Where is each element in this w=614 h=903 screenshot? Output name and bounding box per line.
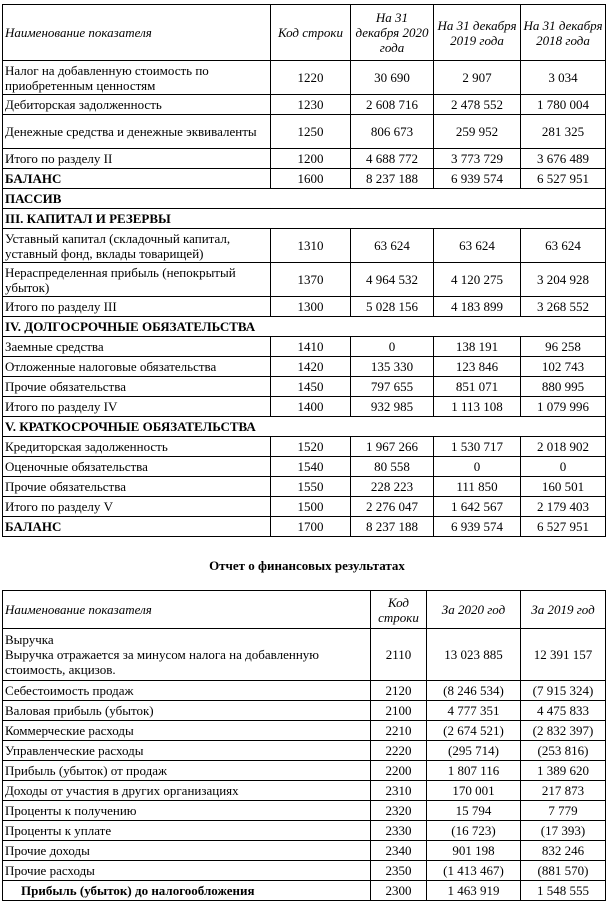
row-name: Прибыль (убыток) до налогообложения [3, 881, 371, 901]
row-value-2020: (2 674 521) [427, 721, 521, 741]
row-code: 2350 [371, 861, 427, 881]
header-code: Код строки [271, 5, 351, 61]
table-row [3, 477, 606, 497]
table-row [3, 297, 606, 317]
row-value-2020: 13 023 885 [427, 629, 521, 681]
table-row [3, 95, 606, 115]
row-name: Денежные средства и денежные эквиваленты [3, 115, 271, 149]
row-value-2019: 2 478 552 [434, 95, 521, 115]
results-title: Отчет о финансовых результатах [209, 558, 405, 573]
row-name: Отложенные налоговые обязательства [3, 357, 271, 377]
section-heading: III. КАПИТАЛ И РЕЗЕРВЫ [3, 209, 606, 229]
row-value-2019: (7 915 324) [521, 681, 606, 701]
table-row [3, 457, 606, 477]
section-row [3, 209, 606, 229]
header-name: Наименование показателя [3, 591, 371, 629]
row-value-2020: 4 777 351 [427, 701, 521, 721]
row-value-2020: (295 714) [427, 741, 521, 761]
row-value-2018: 0 [521, 457, 606, 477]
row-code: 1300 [271, 297, 351, 317]
row-value-2019: 3 773 729 [434, 149, 521, 169]
table-row [3, 821, 606, 841]
section-row [3, 189, 606, 209]
row-value-2019: 217 873 [521, 781, 606, 801]
row-code: 1600 [271, 169, 351, 189]
row-name: Коммерческие расходы [3, 721, 371, 741]
row-code: 1450 [271, 377, 351, 397]
row-name: Итого по разделу V [3, 497, 271, 517]
row-value-2020: 901 198 [427, 841, 521, 861]
row-name: Уставный капитал (складочный капитал, уставный фонд, вклады товарищей) [3, 229, 271, 263]
row-value-2019: (2 832 397) [521, 721, 606, 741]
row-value-2019: 6 939 574 [434, 517, 521, 537]
row-value-2018: 6 527 951 [521, 517, 606, 537]
row-value-2020: 135 330 [351, 357, 434, 377]
row-value-2018: 1 079 996 [521, 397, 606, 417]
row-code: 1520 [271, 437, 351, 457]
row-code: 1200 [271, 149, 351, 169]
row-name [3, 629, 371, 681]
table-row [3, 337, 606, 357]
table-row [3, 701, 606, 721]
row-value-2018: 2 018 902 [521, 437, 606, 457]
row-name: Нераспределенная прибыль (непокрытый убыток) [3, 263, 271, 297]
row-value-2020: (16 723) [427, 821, 521, 841]
row-name: Управленческие расходы [3, 741, 371, 761]
table-row [3, 741, 606, 761]
row-name: Проценты к получению [3, 801, 371, 821]
header-2020: За 2020 год [427, 591, 521, 629]
row-value-2019: 111 850 [434, 477, 521, 497]
table-row [3, 841, 606, 861]
table-row [3, 861, 606, 881]
row-value-2020: 228 223 [351, 477, 434, 497]
row-value-2018: 6 527 951 [521, 169, 606, 189]
row-code: 2310 [371, 781, 427, 801]
row-name: Налог на добавленную стоимость по приобретенным ценностям [3, 61, 271, 95]
row-value-2019: 832 246 [521, 841, 606, 861]
row-value-2019: 4 183 899 [434, 297, 521, 317]
row-code: 1400 [271, 397, 351, 417]
row-code: 1420 [271, 357, 351, 377]
row-value-2018: 880 995 [521, 377, 606, 397]
row-value-2019: 123 846 [434, 357, 521, 377]
row-code: 1220 [271, 61, 351, 95]
row-code: 2320 [371, 801, 427, 821]
row-value-2020: 80 558 [351, 457, 434, 477]
header-2020: На 31 декабря 2020 года [351, 5, 434, 61]
row-value-2019: 12 391 157 [521, 629, 606, 681]
row-name: Валовая прибыль (убыток) [3, 701, 371, 721]
row-name: Итого по разделу IV [3, 397, 271, 417]
row-value-2018: 160 501 [521, 477, 606, 497]
row-code: 2120 [371, 681, 427, 701]
row-name: Дебиторская задолженность [3, 95, 271, 115]
row-code: 1500 [271, 497, 351, 517]
row-name: БАЛАНС [3, 169, 271, 189]
table-header-row [3, 591, 606, 629]
row-value-2019: 1 530 717 [434, 437, 521, 457]
row-value-2020: 30 690 [351, 61, 434, 95]
row-name: Прочие обязательства [3, 377, 271, 397]
revenue-label: Выручка [5, 632, 54, 647]
row-value-2019: 6 939 574 [434, 169, 521, 189]
row-value-2019: 0 [434, 457, 521, 477]
table-row [3, 357, 606, 377]
row-value-2020: 5 028 156 [351, 297, 434, 317]
row-name: Кредиторская задолженность [3, 437, 271, 457]
row-code: 1230 [271, 95, 351, 115]
row-value-2019: 1 548 555 [521, 881, 606, 901]
row-value-2018: 3 204 928 [521, 263, 606, 297]
row-code: 1410 [271, 337, 351, 357]
row-name: Итого по разделу II [3, 149, 271, 169]
row-code: 1310 [271, 229, 351, 263]
row-name: Проценты к уплате [3, 821, 371, 841]
row-code: 2220 [371, 741, 427, 761]
row-value-2020: 4 964 532 [351, 263, 434, 297]
row-code: 2100 [371, 701, 427, 721]
row-value-2019: 851 071 [434, 377, 521, 397]
row-value-2020: 806 673 [351, 115, 434, 149]
row-value-2019: (17 393) [521, 821, 606, 841]
table-row [3, 437, 606, 457]
table-row [3, 497, 606, 517]
row-value-2019: (881 570) [521, 861, 606, 881]
table-row [3, 881, 606, 901]
section-heading: ПАССИВ [3, 189, 606, 209]
row-code: 2210 [371, 721, 427, 741]
table-row [3, 149, 606, 169]
table-row [3, 115, 606, 149]
row-value-2020: 4 688 772 [351, 149, 434, 169]
row-name: Оценочные обязательства [3, 457, 271, 477]
table-row [3, 681, 606, 701]
header-2018: На 31 декабря 2018 года [521, 5, 606, 61]
row-value-2020: 797 655 [351, 377, 434, 397]
table-header-row [3, 5, 606, 61]
row-code: 2200 [371, 761, 427, 781]
row-value-2020: 63 624 [351, 229, 434, 263]
row-value-2019: 1 389 620 [521, 761, 606, 781]
row-code: 1550 [271, 477, 351, 497]
row-value-2020: 8 237 188 [351, 517, 434, 537]
row-name: БАЛАНС [3, 517, 271, 537]
header-name: Наименование показателя [3, 5, 271, 61]
row-code: 1370 [271, 263, 351, 297]
row-name: Прочие доходы [3, 841, 371, 861]
row-value-2018: 102 743 [521, 357, 606, 377]
row-value-2018: 2 179 403 [521, 497, 606, 517]
balance-table [2, 4, 606, 537]
row-value-2018: 63 624 [521, 229, 606, 263]
table-row [3, 517, 606, 537]
row-value-2020: 170 001 [427, 781, 521, 801]
table-row [3, 397, 606, 417]
row-name: Прибыль (убыток) от продаж [3, 761, 371, 781]
row-name: Себестоимость продаж [3, 681, 371, 701]
row-code: 2340 [371, 841, 427, 861]
row-name: Прочие обязательства [3, 477, 271, 497]
section-heading: IV. ДОЛГОСРОЧНЫЕ ОБЯЗАТЕЛЬСТВА [3, 317, 606, 337]
row-value-2020: 932 985 [351, 397, 434, 417]
row-value-2020: 1 807 116 [427, 761, 521, 781]
row-code: 1700 [271, 517, 351, 537]
row-value-2020: 2 276 047 [351, 497, 434, 517]
row-code: 1540 [271, 457, 351, 477]
table-row [3, 721, 606, 741]
table-row [3, 229, 606, 263]
row-value-2019: 2 907 [434, 61, 521, 95]
row-value-2019: 63 624 [434, 229, 521, 263]
row-value-2019: 4 120 275 [434, 263, 521, 297]
row-value-2018: 3 268 552 [521, 297, 606, 317]
table-row [3, 377, 606, 397]
row-code: 2110 [371, 629, 427, 681]
table-row [3, 761, 606, 781]
row-value-2018: 96 258 [521, 337, 606, 357]
row-value-2019: 138 191 [434, 337, 521, 357]
row-value-2018: 1 780 004 [521, 95, 606, 115]
row-value-2018: 281 325 [521, 115, 606, 149]
row-value-2020: 15 794 [427, 801, 521, 821]
row-code: 2300 [371, 881, 427, 901]
row-name: Итого по разделу III [3, 297, 271, 317]
section-row [3, 317, 606, 337]
row-value-2020: 1 463 919 [427, 881, 521, 901]
row-value-2020: (8 246 534) [427, 681, 521, 701]
row-name: Прочие расходы [3, 861, 371, 881]
revenue-note: Выручка отражается за минусом налога на добавленную стоимость, акцизов. [5, 647, 320, 677]
row-name: Заемные средства [3, 337, 271, 357]
row-code: 2330 [371, 821, 427, 841]
table-row [3, 61, 606, 95]
row-value-2018: 3 034 [521, 61, 606, 95]
row-value-2020: 0 [351, 337, 434, 357]
header-2019: За 2019 год [521, 591, 606, 629]
row-code: 1250 [271, 115, 351, 149]
table-row [3, 263, 606, 297]
table-row [3, 801, 606, 821]
table-row [3, 169, 606, 189]
row-value-2019: (253 816) [521, 741, 606, 761]
row-value-2018: 3 676 489 [521, 149, 606, 169]
row-name: Доходы от участия в других организациях [3, 781, 371, 801]
row-value-2019: 1 113 108 [434, 397, 521, 417]
row-value-2019: 7 779 [521, 801, 606, 821]
section-heading: V. КРАТКОСРОЧНЫЕ ОБЯЗАТЕЛЬСТВА [3, 417, 606, 437]
header-2019: На 31 декабря 2019 года [434, 5, 521, 61]
row-value-2019: 4 475 833 [521, 701, 606, 721]
row-value-2019: 259 952 [434, 115, 521, 149]
row-value-2019: 1 642 567 [434, 497, 521, 517]
table-row [3, 629, 606, 681]
results-table [2, 590, 606, 901]
section-row [3, 417, 606, 437]
row-value-2020: 2 608 716 [351, 95, 434, 115]
table-row [3, 781, 606, 801]
row-value-2020: 8 237 188 [351, 169, 434, 189]
header-code: Код строки [371, 591, 427, 629]
row-value-2020: (1 413 467) [427, 861, 521, 881]
row-value-2020: 1 967 266 [351, 437, 434, 457]
